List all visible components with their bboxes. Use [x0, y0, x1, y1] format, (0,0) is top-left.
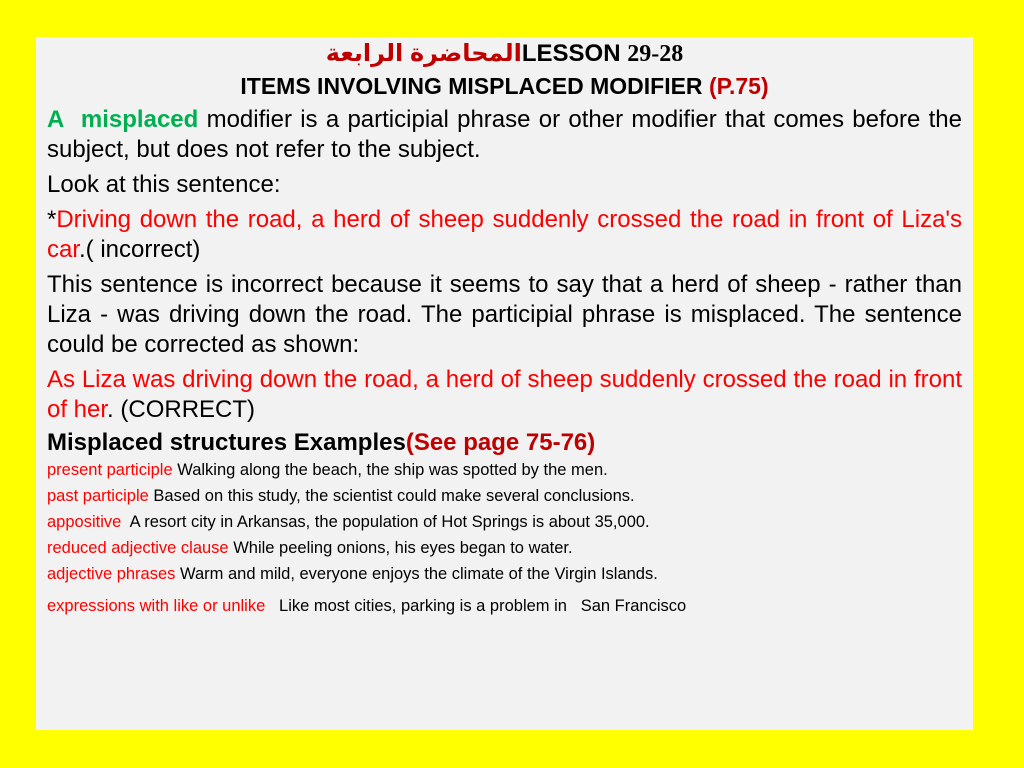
- incorrect-example: [47, 205, 962, 265]
- example-type: adjective phrases: [47, 565, 176, 583]
- definition-article: A: [47, 106, 65, 133]
- example-text: Walking along the beach, the ship was spotted by the men.: [172, 461, 608, 479]
- examples-page-reference: (See page 75-76): [405, 429, 596, 456]
- example-type: appositive: [47, 513, 122, 531]
- page-reference: (P.75): [708, 73, 769, 99]
- examples-heading-text: Misplaced structures Examples: [47, 429, 406, 456]
- arabic-lecture-label: المحاضرة الرابعة: [325, 40, 522, 67]
- example-type: past participle: [47, 487, 149, 505]
- example-type: expressions with like or unlike: [47, 597, 266, 615]
- example-text: Warm and mild, everyone enjoys the climate of the Virgin Islands.: [175, 565, 658, 583]
- definition-term: misplaced: [80, 106, 199, 133]
- example-type: reduced adjective clause: [47, 539, 229, 557]
- section-heading-text: ITEMS INVOLVING MISPLACED MODIFIER: [240, 73, 709, 99]
- incorrect-tag: .( incorrect): [79, 236, 201, 263]
- section-heading: [47, 69, 962, 105]
- lesson-label: LESSON: [521, 40, 628, 67]
- lesson-number: 29-28: [627, 41, 684, 67]
- example-present-participle: [47, 458, 962, 484]
- asterisk-marker: *: [47, 206, 57, 233]
- example-appositive: [47, 510, 962, 536]
- slide-content: [36, 37, 973, 730]
- definition-text: modifier is a participial phrase or other modifier that comes before the subject, but does not refer to the subject.: [47, 106, 962, 163]
- example-adjective-phrases: [47, 562, 962, 588]
- example-text: A resort city in Arkansas, the population of Hot Springs is about 35,000.: [121, 513, 650, 531]
- correct-sentence: As Liza was driving down the road, a herd of sheep suddenly crossed the road in front of her: [47, 366, 962, 423]
- example-like-unlike: [47, 594, 962, 620]
- lesson-title: [47, 39, 962, 69]
- example-type: present participle: [47, 461, 173, 479]
- correct-example: [47, 365, 962, 425]
- explanation-paragraph: This sentence is incorrect because it seems to say that a herd of sheep - rather than Liza - was driving down the road. The participial phrase is misplaced. The sentence could be corrected as shown:: [47, 271, 962, 358]
- example-text: Like most cities, parking is a problem in San Francisco: [265, 597, 687, 615]
- examples-heading: [47, 428, 962, 458]
- example-text: Based on this study, the scientist could make several conclusions.: [148, 487, 635, 505]
- example-reduced-adjective-clause: [47, 536, 962, 562]
- example-text: While peeling onions, his eyes began to water.: [228, 539, 573, 557]
- look-prompt: Look at this sentence:: [47, 171, 281, 198]
- correct-tag: . (CORRECT): [107, 396, 256, 423]
- incorrect-sentence: Driving down the road, a herd of sheep suddenly crossed the road in front of Liza's car: [47, 206, 962, 263]
- definition-paragraph: [47, 105, 962, 165]
- example-past-participle: [47, 484, 962, 510]
